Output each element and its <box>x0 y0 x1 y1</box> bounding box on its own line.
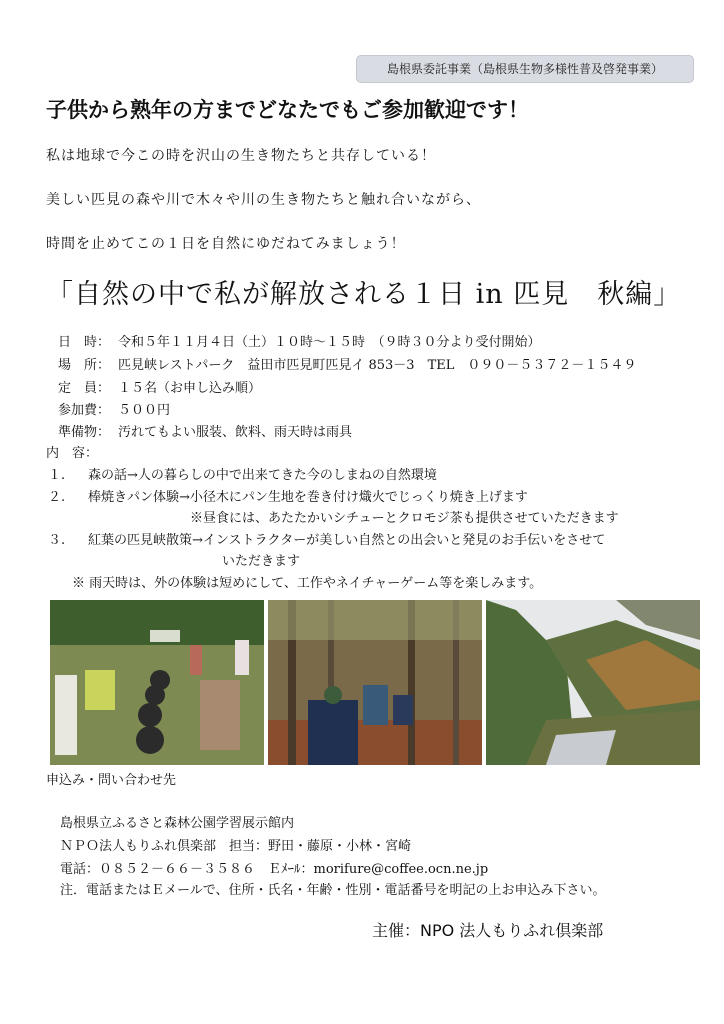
host-organizer: 主催：NPO 法人もりふれ倶楽部 <box>372 921 604 940</box>
capacity-label: 定 員： <box>58 381 111 396</box>
fee-value: ５００円 <box>118 403 171 418</box>
program-2-note: ※昼食には、あたたかいシチューとクロモジ茶も提供させていただきます <box>190 511 619 526</box>
contact-org: ＮＰＯ法人もりふれ倶楽部 担当：野田・藤原・小林・宮崎 <box>60 839 412 854</box>
program-3-text: 紅葉の匹見峡散策→インストラクターが美しい自然との出会いと発見のお手伝いをさせて <box>88 533 606 548</box>
event-title: 「自然の中で私が解放される１日 in 匹見 秋編」 <box>46 279 682 310</box>
program-1-text: 森の話→人の暮らしの中で出来てきた今のしまねの自然環境 <box>88 468 437 483</box>
contact-note: 注．電話またはＥメールで、住所・氏名・年齢・性別・電話番号を明記の上お申込み下さい。 <box>60 883 606 898</box>
photo-autumn-valley <box>486 600 700 765</box>
place-value: 匹見峡レストパーク 益田市匹見町匹見イ 853－3 TEL ０９０－５３７２－１５４９ <box>118 358 637 373</box>
prep-value: 汚れてもよい服装、飲料、雨天時は雨具 <box>118 425 353 440</box>
photo-forest-walk <box>268 600 482 765</box>
intro-line-2: 美しい匹見の森や川で木々や川の生き物たちと触れ合いながら、 <box>46 192 481 208</box>
program-2-text: 棒焼きパン体験→小径木にパン生地を巻き付け熾火でじっくり焼き上げます <box>88 490 528 505</box>
forest-walk-illustration <box>268 600 482 765</box>
photo-bread-baking <box>50 600 264 765</box>
date-label: 日 時： <box>58 335 111 350</box>
capacity-value: １５名（お申し込み順） <box>118 381 262 396</box>
program-1-num: １. <box>48 468 66 483</box>
place-label: 場 所： <box>58 358 111 373</box>
contact-place: 島根県立ふるさと森林公園学習展示館内 <box>60 816 295 831</box>
program-3-num: ３. <box>48 533 66 548</box>
bread-baking-illustration <box>50 600 264 765</box>
commission-badge: 島根県委託事業（島根県生物多様性普及啓発事業） <box>356 55 694 83</box>
rain-note: ※ 雨天時は、外の体験は短めにして、工作やネイチャーゲーム等を楽しみます。 <box>72 576 543 591</box>
autumn-valley-illustration <box>486 600 700 765</box>
content-label: 内 容： <box>46 446 99 461</box>
intro-line-3: 時間を止めてこの１日を自然にゆだねてみましょう！ <box>46 236 406 252</box>
contact-phone-email: 電話：０８５２－６６－３５８６ Ｅﾒｰﾙ：morifure@coffee.ocn.ne.jp <box>60 862 489 877</box>
program-3-cont: いただきます <box>222 554 301 569</box>
intro-line-1: 私は地球で今この時を沢山の生き物たちと共存している！ <box>46 148 436 164</box>
prep-label: 準備物： <box>58 425 111 440</box>
fee-label: 参加費： <box>58 403 111 418</box>
date-value: 令和５年１１月４日（土）１０時〜１５時 （９時３０分より受付開始） <box>118 335 541 350</box>
program-2-num: ２. <box>48 490 66 505</box>
headline: 子供から熟年の方までどなたでもご参加歓迎です！ <box>46 98 529 122</box>
contact-label: 申込み・問い合わせ先 <box>46 773 177 788</box>
